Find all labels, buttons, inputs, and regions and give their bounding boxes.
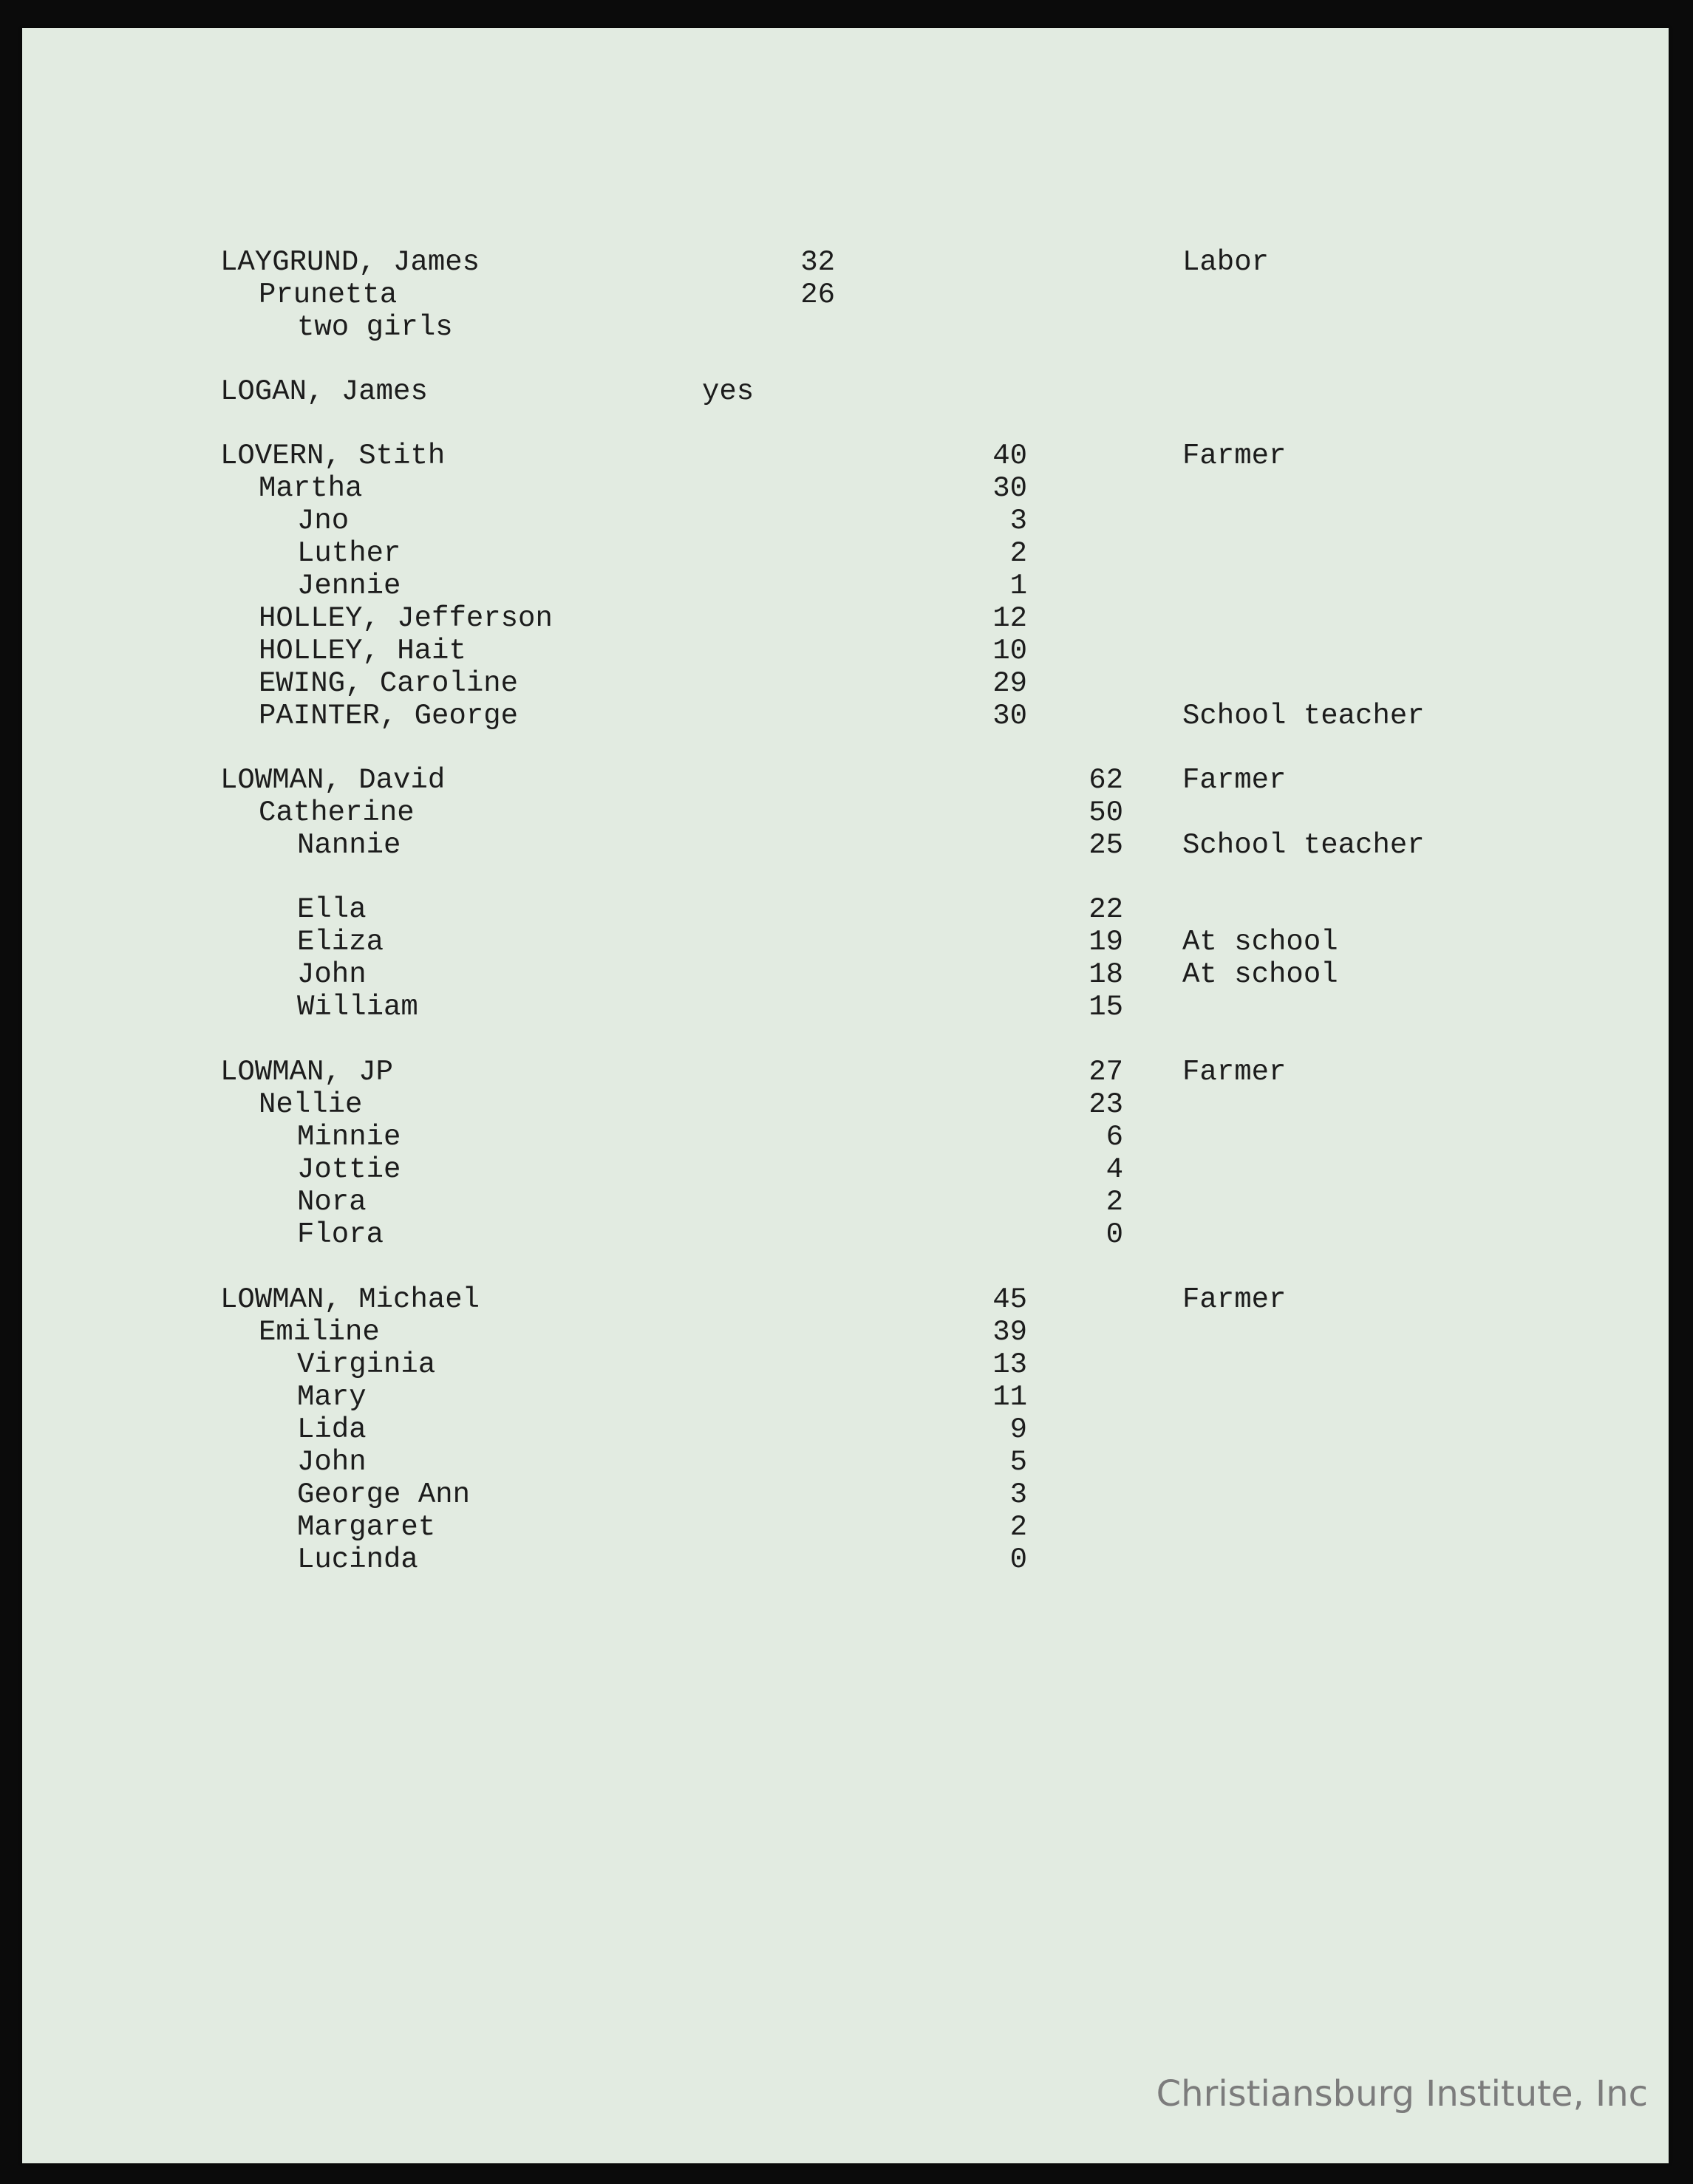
census-row (22, 570, 1669, 602)
census-row (22, 1283, 1669, 1316)
person-name: LOWMAN, JP (220, 1056, 394, 1088)
person-name: Jennie (297, 570, 401, 602)
census-row (22, 1056, 1669, 1088)
census-row (22, 764, 1669, 796)
census-row (22, 311, 1669, 344)
occupation-value: At school (1182, 958, 1338, 991)
person-name: George Ann (297, 1478, 471, 1511)
person-name: HOLLEY, Jefferson (259, 602, 553, 635)
person-name: Virginia (297, 1348, 436, 1381)
census-row (22, 1413, 1669, 1446)
age-value: 13 (992, 1348, 1027, 1381)
age-value: 2 (1106, 1186, 1123, 1218)
person-name: Nannie (297, 829, 401, 861)
person-name: Emiline (259, 1316, 380, 1348)
age-value: 2 (1009, 537, 1027, 570)
age-value: 62 (1089, 764, 1123, 796)
age-value: 12 (992, 602, 1027, 635)
person-name: Flora (297, 1218, 384, 1251)
age-value: 19 (1089, 926, 1123, 958)
person-name: Eliza (297, 926, 384, 958)
occupation-value: Farmer (1182, 1056, 1287, 1088)
census-row (22, 667, 1669, 700)
person-name: LOVERN, Stith (220, 440, 446, 472)
age-value: 11 (992, 1381, 1027, 1413)
census-row (22, 1316, 1669, 1348)
census-row (22, 246, 1669, 279)
person-name: Prunetta (259, 279, 398, 311)
occupation-value: Labor (1182, 246, 1270, 279)
age-value: 50 (1089, 796, 1123, 829)
age-value: 32 (800, 246, 835, 279)
census-row (22, 279, 1669, 311)
person-name: LOGAN, James (220, 375, 428, 408)
person-name: LAYGRUND, James (220, 246, 480, 279)
census-row (22, 1511, 1669, 1543)
document-page (22, 28, 1669, 2163)
census-row (22, 537, 1669, 570)
person-name: Lucinda (297, 1543, 418, 1576)
person-name: LOWMAN, Michael (220, 1283, 480, 1316)
person-name: Martha (259, 472, 363, 505)
person-name: Lida (297, 1413, 367, 1446)
census-row (22, 635, 1669, 667)
age-value: 6 (1106, 1121, 1123, 1153)
person-name: PAINTER, George (259, 700, 519, 732)
census-row (22, 1218, 1669, 1251)
census-row (22, 893, 1669, 926)
flag-value: yes (702, 375, 754, 408)
age-value: 1 (1009, 570, 1027, 602)
person-name: EWING, Caroline (259, 667, 519, 700)
person-name: William (297, 991, 418, 1023)
age-value: 0 (1106, 1218, 1123, 1251)
age-value: 45 (992, 1283, 1027, 1316)
person-name: Luther (297, 537, 401, 570)
age-value: 10 (992, 635, 1027, 667)
person-name: LOWMAN, David (220, 764, 446, 796)
age-value: 9 (1009, 1413, 1027, 1446)
age-value: 3 (1009, 1478, 1027, 1511)
occupation-value: Farmer (1182, 764, 1287, 796)
occupation-value: At school (1182, 926, 1338, 958)
census-row (22, 602, 1669, 635)
watermark: Christiansburg Institute, Inc (1156, 2073, 1648, 2115)
person-name: John (297, 958, 367, 991)
person-name: Jottie (297, 1153, 401, 1186)
age-value: 30 (992, 700, 1027, 732)
age-value: 3 (1009, 505, 1027, 537)
age-value: 22 (1089, 893, 1123, 926)
age-value: 0 (1009, 1543, 1027, 1576)
census-row (22, 375, 1669, 408)
age-value: 5 (1009, 1446, 1027, 1478)
person-name: John (297, 1446, 367, 1478)
occupation-value: Farmer (1182, 1283, 1287, 1316)
occupation-value: School teacher (1182, 700, 1425, 732)
age-value: 39 (992, 1316, 1027, 1348)
census-row (22, 829, 1669, 861)
census-row (22, 958, 1669, 991)
age-value: 4 (1106, 1153, 1123, 1186)
age-value: 18 (1089, 958, 1123, 991)
person-name: Jno (297, 505, 350, 537)
person-name: Minnie (297, 1121, 401, 1153)
age-value: 2 (1009, 1511, 1027, 1543)
age-value: 15 (1089, 991, 1123, 1023)
census-row (22, 472, 1669, 505)
census-row (22, 1121, 1669, 1153)
census-row (22, 1381, 1669, 1413)
census-row (22, 1186, 1669, 1218)
age-value: 27 (1089, 1056, 1123, 1088)
census-row (22, 1446, 1669, 1478)
age-value: 29 (992, 667, 1027, 700)
census-row (22, 1543, 1669, 1576)
census-row (22, 700, 1669, 732)
census-row (22, 1153, 1669, 1186)
person-name: Margaret (297, 1511, 436, 1543)
occupation-value: Farmer (1182, 440, 1287, 472)
person-name: Ella (297, 893, 367, 926)
census-row (22, 991, 1669, 1023)
census-row (22, 1348, 1669, 1381)
person-name: Nellie (259, 1088, 363, 1121)
census-row (22, 926, 1669, 958)
census-row (22, 1478, 1669, 1511)
census-row (22, 505, 1669, 537)
person-name: Catherine (259, 796, 415, 829)
person-name: Mary (297, 1381, 367, 1413)
person-name: HOLLEY, Hait (259, 635, 466, 667)
person-name: two girls (297, 311, 453, 344)
person-name: Nora (297, 1186, 367, 1218)
occupation-value: School teacher (1182, 829, 1425, 861)
census-row (22, 440, 1669, 472)
age-value: 30 (992, 472, 1027, 505)
census-row (22, 796, 1669, 829)
age-value: 23 (1089, 1088, 1123, 1121)
census-row (22, 1088, 1669, 1121)
age-value: 25 (1089, 829, 1123, 861)
age-value: 40 (992, 440, 1027, 472)
age-value: 26 (800, 279, 835, 311)
